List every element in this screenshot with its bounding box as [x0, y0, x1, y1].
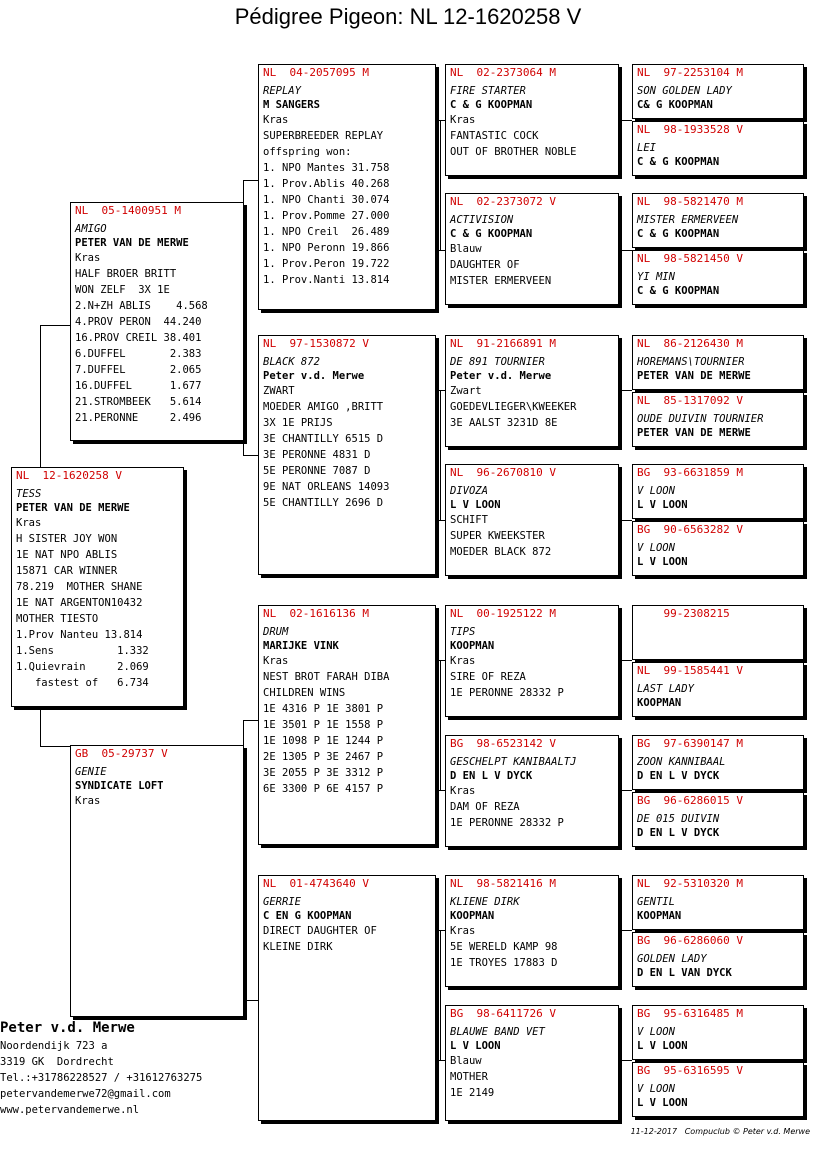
connector-line: [440, 120, 441, 250]
pigeon-name: AMIGO: [75, 223, 107, 235]
connector-line: [619, 120, 632, 121]
connector-line: [243, 455, 258, 456]
info-line: Kras: [75, 795, 101, 807]
pigeon-name: GENIE: [75, 766, 107, 778]
info-line: offspring won:: [263, 146, 352, 158]
pigeon-card[interactable]: [632, 932, 804, 987]
pigeon-name: TIPS: [450, 626, 476, 638]
pigeon-card[interactable]: [70, 745, 244, 1017]
pigeon-card[interactable]: [632, 1062, 804, 1117]
pigeon-name: TESS: [16, 488, 42, 500]
breeder-name: KOOPMAN: [450, 910, 495, 922]
pigeon-card[interactable]: [632, 792, 804, 847]
pigeon-name: V LOON: [637, 542, 675, 554]
info-line: 1.Prov Nanteu 13.814: [16, 629, 143, 641]
info-line: DAUGHTER OF: [450, 259, 520, 271]
info-line: 1. Prov.Pomme 27.000: [263, 210, 390, 222]
pigeon-card[interactable]: [632, 121, 804, 176]
info-line: Zwart: [450, 385, 482, 397]
info-line: 6E 3300 P 6E 4157 P: [263, 783, 384, 795]
pigeon-card[interactable]: [445, 1005, 619, 1121]
ring-number: NL 98-5821470 M: [637, 195, 743, 208]
pigeon-card[interactable]: [632, 392, 804, 447]
pigeon-card[interactable]: [632, 464, 804, 519]
connector-line: [40, 706, 41, 746]
info-line: 6.DUFFEL 2.383: [75, 348, 202, 360]
connector-line: [440, 930, 441, 1060]
connector-line: [619, 930, 632, 931]
connector-line: [619, 520, 632, 521]
pigeon-card[interactable]: [632, 1005, 804, 1060]
breeder-name: C & G KOOPMAN: [450, 99, 533, 111]
breeder-name: D EN L V DYCK: [450, 770, 533, 782]
pigeon-name: HOREMANS\TOURNIER: [637, 356, 745, 368]
connector-line: [40, 325, 41, 468]
info-line: 1. NPO Creil 26.489: [263, 226, 390, 238]
owner-phone: Tel.:+31786228527 / +31612763275: [0, 1072, 203, 1084]
pigeon-card[interactable]: [632, 521, 804, 576]
ring-number: BG 93-6631859 M: [637, 466, 743, 479]
ring-number: NL 92-5310320 M: [637, 877, 743, 890]
connector-line: [436, 790, 445, 791]
breeder-name: KOOPMAN: [450, 640, 495, 652]
connector-line: [243, 180, 258, 181]
owner-address: Noordendijk 723 a: [0, 1040, 108, 1052]
pigeon-name: REPLAY: [263, 85, 301, 97]
info-line: 1E PERONNE 28332 P: [450, 817, 564, 829]
pigeon-name: DE 891 TOURNIER: [450, 356, 545, 368]
info-line: 1.Quievrain 2.069: [16, 661, 149, 673]
info-line: GOEDEVLIEGER\KWEEKER: [450, 401, 577, 413]
ring-number: NL 99-1585441 V: [637, 664, 743, 677]
pigeon-name: SON GOLDEN LADY: [637, 85, 732, 97]
info-line: 1.Sens 1.332: [16, 645, 149, 657]
info-line: 5E WERELD KAMP 98: [450, 941, 558, 953]
info-line: NEST BROT FARAH DIBA: [263, 671, 390, 683]
pigeon-card[interactable]: [445, 335, 619, 447]
connector-line: [440, 660, 441, 790]
info-line: 21.PERONNE 2.496: [75, 412, 202, 424]
connector-line: [40, 325, 71, 326]
info-line: Kras: [450, 114, 476, 126]
page-title: Pédigree Pigeon: NL 12-1620258 V: [234, 4, 582, 29]
info-line: 1E 2149: [450, 1087, 495, 1099]
pigeon-card[interactable]: [11, 467, 184, 707]
ring-number: NL 97-2253104 M: [637, 66, 743, 79]
info-line: H SISTER JOY WON: [16, 533, 118, 545]
ring-number: NL 97-1530872 V: [263, 337, 369, 350]
breeder-name: Peter v.d. Merwe: [450, 370, 552, 382]
pigeon-card[interactable]: [632, 335, 804, 390]
ring-number: NL 02-1616136 M: [263, 607, 369, 620]
breeder-name: C & G KOOPMAN: [637, 228, 720, 240]
ring-number: BG 98-6523142 V: [450, 737, 556, 750]
pigeon-card[interactable]: [632, 875, 804, 930]
breeder-name: L V LOON: [637, 499, 688, 511]
breeder-name: L V LOON: [637, 1040, 688, 1052]
info-line: 7.DUFFEL 2.065: [75, 364, 202, 376]
info-line: MOTHER TIESTO: [16, 613, 99, 625]
info-line: DAM OF REZA: [450, 801, 520, 813]
pigeon-name: LEI: [637, 142, 656, 154]
info-line: KLEINE DIRK: [263, 941, 333, 953]
info-line: Kras: [75, 252, 101, 264]
info-line: MOTHER: [450, 1071, 488, 1083]
info-line: DIRECT DAUGHTER OF: [263, 925, 377, 937]
info-line: Kras: [16, 517, 42, 529]
pigeon-name: LAST LADY: [637, 683, 694, 695]
info-line: 1E 4316 P 1E 3801 P: [263, 703, 384, 715]
ring-number: NL 91-2166891 M: [450, 337, 556, 350]
ring-number: NL 02-2373064 M: [450, 66, 556, 79]
info-line: 2E 1305 P 3E 2467 P: [263, 751, 384, 763]
info-line: SIRE OF REZA: [450, 671, 526, 683]
pigeon-card[interactable]: [70, 202, 244, 441]
info-line: Kras: [450, 655, 476, 667]
pigeon-card[interactable]: [445, 875, 619, 987]
info-line: 16.DUFFEL 1.677: [75, 380, 202, 392]
connector-line: [436, 520, 445, 521]
ring-number: BG 95-6316485 M: [637, 1007, 743, 1020]
info-line: 4.PROV PERON 44.240: [75, 316, 202, 328]
ring-number: NL 98-5821450 V: [637, 252, 743, 265]
info-line: 78.219 MOTHER SHANE: [16, 581, 143, 593]
ring-number: BG 96-6286060 V: [637, 934, 743, 947]
pigeon-card[interactable]: [258, 875, 436, 1121]
ring-number: NL 96-2670810 V: [450, 466, 556, 479]
info-line: 1E 3501 P 1E 1558 P: [263, 719, 384, 731]
pigeon-name: ZOON KANNIBAAL: [637, 756, 726, 768]
ring-number: NL 86-2126430 M: [637, 337, 743, 350]
info-line: 5E PERONNE 7087 D: [263, 465, 371, 477]
pigeon-card[interactable]: [258, 335, 436, 575]
info-line: 1. NPO Chanti 30.074: [263, 194, 390, 206]
info-line: Kras: [263, 655, 289, 667]
info-line: 1E 1098 P 1E 1244 P: [263, 735, 384, 747]
info-line: 1. Prov.Nanti 13.814: [263, 274, 390, 286]
info-line: SCHIFT: [450, 514, 488, 526]
info-line: 2.N+ZH ABLIS 4.568: [75, 300, 208, 312]
info-line: Kras: [263, 114, 289, 126]
info-line: 1E TROYES 17883 D: [450, 957, 558, 969]
info-line: 3E PERONNE 4831 D: [263, 449, 371, 461]
pigeon-card[interactable]: [258, 64, 436, 310]
pigeon-card[interactable]: [632, 662, 804, 717]
info-line: 16.PROV CREIL 38.401: [75, 332, 202, 344]
connector-line: [619, 660, 632, 661]
connector-line: [436, 250, 445, 251]
breeder-name: L V LOON: [450, 499, 501, 511]
connector-line: [619, 1060, 632, 1061]
owner-website: www.petervandemerwe.nl: [0, 1104, 140, 1116]
info-line: Blauw: [450, 243, 482, 255]
breeder-name: SYNDICATE LOFT: [75, 780, 164, 792]
pigeon-name: GOLDEN LADY: [637, 953, 707, 965]
info-line: 1. NPO Mantes 31.758: [263, 162, 390, 174]
breeder-name: MARIJKE VINK: [263, 640, 339, 652]
ring-number: NL 05-1400951 M: [75, 204, 181, 217]
breeder-name: PETER VAN DE MERWE: [75, 237, 189, 249]
pigeon-card[interactable]: [258, 605, 436, 845]
pigeon-name: BLACK 872: [263, 356, 320, 368]
info-line: 1. Prov.Ablis 40.268: [263, 178, 390, 190]
info-line: 3E CHANTILLY 6515 D: [263, 433, 384, 445]
info-line: 1. Prov.Peron 19.722: [263, 258, 390, 270]
pigeon-name: DE 015 DUIVIN: [637, 813, 720, 825]
info-line: MOEDER AMIGO ,BRITT: [263, 401, 384, 413]
pigeon-card[interactable]: [445, 193, 619, 305]
pigeon-card[interactable]: [632, 64, 804, 119]
breeder-name: C & G KOOPMAN: [450, 228, 533, 240]
info-line: 3X 1E PRIJS: [263, 417, 333, 429]
connector-line: [619, 250, 632, 251]
breeder-name: D EN L V DYCK: [637, 827, 720, 839]
owner-email: petervandemerwe72@gmail.com: [0, 1088, 171, 1100]
info-line: SUPERBREEDER REPLAY: [263, 130, 384, 142]
pigeon-name: ACTIVISION: [450, 214, 514, 226]
info-line: 15871 CAR WINNER: [16, 565, 118, 577]
pigeon-card[interactable]: [632, 250, 804, 305]
connector-line: [619, 390, 632, 391]
ring-number: GB 05-29737 V: [75, 747, 168, 760]
breeder-name: C & G KOOPMAN: [637, 285, 720, 297]
ring-number: NL 98-5821416 M: [450, 877, 556, 890]
breeder-name: D EN L VAN DYCK: [637, 967, 732, 979]
pigeon-card[interactable]: [632, 605, 804, 660]
pigeon-name: [633, 623, 803, 625]
breeder-name: KOOPMAN: [637, 910, 682, 922]
footer-credit: 11-12-2017 Compuclub © Peter v.d. Merwe: [630, 1127, 810, 1136]
breeder-name: L V LOON: [637, 1097, 688, 1109]
owner-name: Peter v.d. Merwe: [0, 1020, 135, 1036]
pigeon-name: KLIENE DIRK: [450, 896, 520, 908]
breeder-name: PETER VAN DE MERWE: [637, 427, 751, 439]
info-line: MISTER ERMERVEEN: [450, 275, 552, 287]
breeder-name: PETER VAN DE MERWE: [637, 370, 751, 382]
connector-line: [243, 720, 258, 721]
pigeon-name: V LOON: [637, 1026, 675, 1038]
pigeon-card[interactable]: [632, 193, 804, 248]
pigeon-name: V LOON: [637, 485, 675, 497]
info-line: 1. NPO Peronn 19.866: [263, 242, 390, 254]
connector-line: [619, 790, 632, 791]
info-line: ZWART: [263, 385, 295, 397]
pigeon-name: DIVOZA: [450, 485, 488, 497]
connector-line: [436, 1060, 445, 1061]
info-line: 3E 2055 P 3E 3312 P: [263, 767, 384, 779]
owner-postcode: 3319 GK Dordrecht: [0, 1056, 114, 1068]
breeder-name: L V LOON: [450, 1040, 501, 1052]
pigeon-card[interactable]: [445, 605, 619, 717]
breeder-name: M SANGERS: [263, 99, 320, 111]
breeder-name: D EN L V DYCK: [637, 770, 720, 782]
connector-line: [243, 1000, 258, 1001]
info-line: fastest of 6.734: [16, 677, 149, 689]
ring-number: NL 98-1933528 V: [637, 123, 743, 136]
ring-number: BG 90-6563282 V: [637, 523, 743, 536]
breeder-name: C& G KOOPMAN: [637, 99, 713, 111]
info-line: FANTASTIC COCK: [450, 130, 539, 142]
ring-number: NL 01-4743640 V: [263, 877, 369, 890]
pigeon-card[interactable]: [445, 735, 619, 847]
info-line: Kras: [450, 925, 476, 937]
pigeon-name: GESCHELPT KANIBAALTJ: [450, 756, 577, 768]
ring-number: 99-2308215: [637, 607, 730, 620]
info-line: 3E AALST 3231D 8E: [450, 417, 558, 429]
ring-number: NL 12-1620258 V: [16, 469, 122, 482]
ring-number: NL 02-2373072 V: [450, 195, 556, 208]
owner-info: [0, 1018, 202, 1118]
connector-line: [440, 390, 441, 520]
info-line: 1E NAT ARGENTON10432: [16, 597, 143, 609]
pigeon-name: GERRIE: [263, 896, 301, 908]
info-line: HALF BROER BRITT: [75, 268, 177, 280]
breeder-name: KOOPMAN: [637, 697, 682, 709]
pigeon-name: FIRE STARTER: [450, 85, 526, 97]
ring-number: NL 04-2057095 M: [263, 66, 369, 79]
pigeon-card[interactable]: [632, 735, 804, 790]
breeder-name: Peter v.d. Merwe: [263, 370, 365, 382]
pigeon-name: YI MIN: [637, 271, 675, 283]
pigeon-name: MISTER ERMERVEEN: [637, 214, 739, 226]
connector-line: [40, 746, 71, 747]
info-line: 5E CHANTILLY 2696 D: [263, 497, 384, 509]
breeder-name: C EN G KOOPMAN: [263, 910, 352, 922]
info-line: 9E NAT ORLEANS 14093: [263, 481, 390, 493]
ring-number: BG 96-6286015 V: [637, 794, 743, 807]
ring-number: BG 97-6390147 M: [637, 737, 743, 750]
info-line: OUT OF BROTHER NOBLE: [450, 146, 577, 158]
info-line: Blauw: [450, 1055, 482, 1067]
pigeon-name: OUDE DUIVIN TOURNIER: [637, 413, 764, 425]
info-line: MOEDER BLACK 872: [450, 546, 552, 558]
pigeon-card[interactable]: [445, 464, 619, 576]
ring-number: NL 85-1317092 V: [637, 394, 743, 407]
info-line: 1E NAT NPO ABLIS: [16, 549, 118, 561]
info-line: Kras: [450, 785, 476, 797]
pigeon-name: V LOON: [637, 1083, 675, 1095]
info-line: 1E PERONNE 28332 P: [450, 687, 564, 699]
pigeon-card[interactable]: [445, 64, 619, 176]
breeder-name: PETER VAN DE MERWE: [16, 502, 130, 514]
info-line: CHILDREN WINS: [263, 687, 346, 699]
breeder-name: L V LOON: [637, 556, 688, 568]
ring-number: NL 00-1925122 M: [450, 607, 556, 620]
ring-number: BG 98-6411726 V: [450, 1007, 556, 1020]
info-line: 21.STROMBEEK 5.614: [75, 396, 202, 408]
info-line: SUPER KWEEKSTER: [450, 530, 545, 542]
pigeon-name: BLAUWE BAND VET: [450, 1026, 545, 1038]
breeder-name: C & G KOOPMAN: [637, 156, 720, 168]
pigeon-name: DRUM: [263, 626, 289, 638]
pigeon-name: GENTIL: [637, 896, 675, 908]
ring-number: BG 95-6316595 V: [637, 1064, 743, 1077]
info-line: WON ZELF 3X 1E: [75, 284, 170, 296]
